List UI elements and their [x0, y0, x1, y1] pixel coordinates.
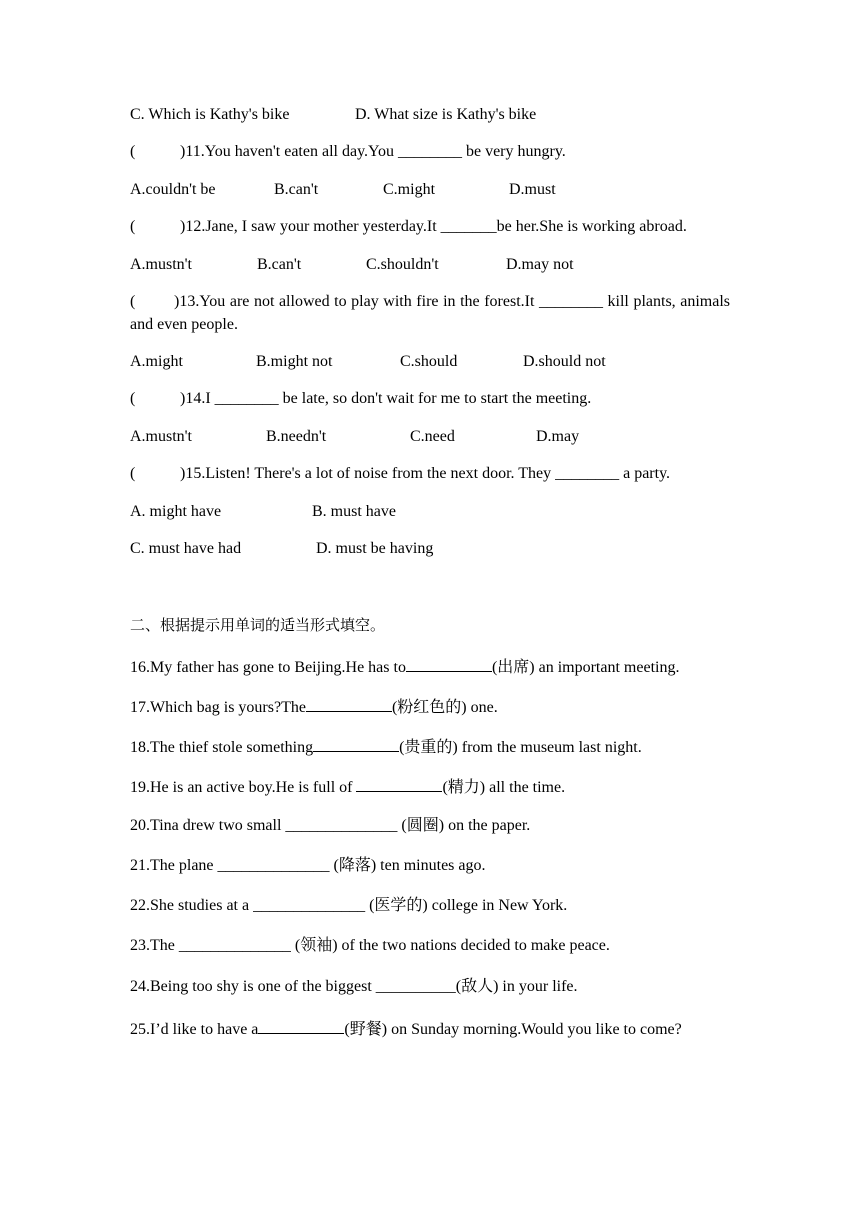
question-15: ( )15.Listen! There's a lot of noise from the next door. They ________ a party.: [130, 465, 671, 482]
question-12: ( )12.Jane, I saw your mother yesterday.It _______be her.She is working abroad.: [130, 218, 687, 235]
option-a: A. might have: [130, 503, 222, 520]
answer-paren[interactable]: (: [130, 293, 136, 310]
option-c: C.need: [410, 428, 455, 445]
fill-item-18: 18.The thief stole something (贵重的) from the museum last night.: [130, 735, 642, 758]
fill-item-16: 16.My father has gone to Beijing.He has to (出席) an important meeting.: [130, 655, 679, 678]
option-b: B.might not: [256, 353, 333, 370]
option-d: D.must: [509, 181, 556, 198]
option-b: B. must have: [312, 503, 396, 520]
question-stem: 13.You are not allowed to play with fire in the forest.It ________ kill plants, animals and even people.: [130, 293, 730, 333]
question-stem: 12.Jane, I saw your mother yesterday.It _______be her.She is working abroad.: [185, 218, 687, 235]
fill-item-17: 17.Which bag is yours?The (粉红色的) one.: [130, 695, 498, 718]
option-c: C.might: [383, 181, 436, 198]
option-c: C. must have had: [130, 540, 242, 557]
option-d: D.should not: [523, 353, 606, 370]
fill-item-23: 23.The ______________ (领袖) of the two nations decided to make peace.: [130, 937, 610, 954]
option-a: A.might: [130, 353, 183, 370]
q10-option-c: C. Which is Kathy's bike: [130, 106, 290, 123]
answer-paren[interactable]: (: [130, 465, 136, 482]
option-c: C.shouldn't: [366, 256, 439, 273]
blank-line[interactable]: [313, 735, 399, 752]
option-d: D. must be having: [316, 540, 434, 557]
blank-line[interactable]: [306, 695, 392, 712]
blank-line[interactable]: [356, 775, 442, 792]
answer-paren[interactable]: (: [130, 143, 136, 160]
option-a: A.mustn't: [130, 256, 192, 273]
fill-item-19: 19.He is an active boy.He is full of (精力) all the time.: [130, 775, 565, 798]
question-14: ( )14.I ________ be late, so don't wait for me to start the meeting.: [130, 390, 592, 407]
fill-item-20: 20.Tina drew two small ______________ (圆圈) on the paper.: [130, 817, 531, 834]
option-c: C.should: [400, 353, 458, 370]
question-stem: 14.I ________ be late, so don't wait for me to start the meeting.: [185, 390, 592, 407]
fill-item-25: 25.I’d like to have a (野餐) on Sunday morning.Would you like to come?: [130, 1017, 682, 1040]
option-d: D.may: [536, 428, 580, 445]
blank-line[interactable]: [258, 1017, 344, 1034]
q10-option-d: D. What size is Kathy's bike: [355, 106, 537, 123]
answer-paren[interactable]: (: [130, 218, 136, 235]
blank-line[interactable]: [406, 655, 492, 672]
option-d: D.may not: [506, 256, 574, 273]
question-stem: 11.You haven't eaten all day.You ________ be very hungry.: [185, 143, 566, 160]
question-11: ( )11.You haven't eaten all day.You ________ be very hungry.: [130, 143, 566, 160]
fill-item-22: 22.She studies at a ______________ (医学的) college in New York.: [130, 897, 568, 914]
fill-item-24: 24.Being too shy is one of the biggest __________(敌人) in your life.: [130, 978, 578, 995]
option-b: B.can't: [274, 181, 319, 198]
option-b: B.needn't: [266, 428, 327, 445]
option-a: A.couldn't be: [130, 181, 216, 198]
option-b: B.can't: [257, 256, 302, 273]
question-13: ( )13.You are not allowed to play with fire in the forest.It ________ kill plants, animals and even people.: [130, 290, 730, 336]
option-a: A.mustn't: [130, 428, 192, 445]
question-stem: 15.Listen! There's a lot of noise from the next door. They ________ a party.: [185, 465, 671, 482]
fill-item-21: 21.The plane ______________ (降落) ten minutes ago.: [130, 857, 486, 874]
answer-paren[interactable]: (: [130, 390, 136, 407]
section-title: 二、根据提示用单词的适当形式填空。: [130, 616, 386, 634]
